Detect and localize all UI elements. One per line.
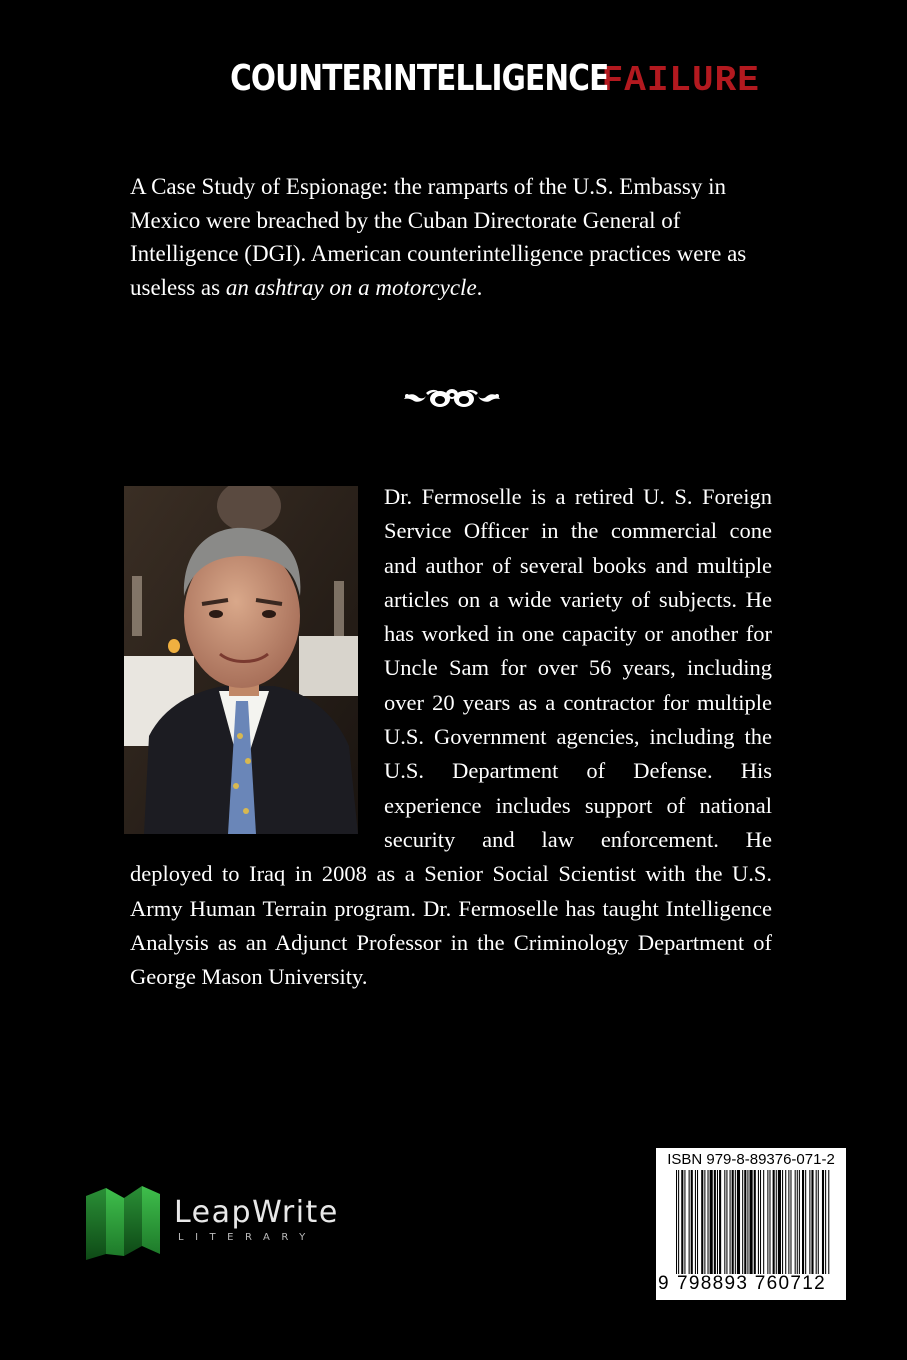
blurb-text: A Case Study of Espionage: the ramparts of the U.S. Embassy in Mexico were breached by the Cuban Directorate General of Intelligence (DGI). American counterintelligence practices were as useless as <box>130 174 747 300</box>
publisher-name: LeapWrite <box>174 1195 339 1230</box>
barcode-bars <box>676 1170 830 1274</box>
bio-text: Dr. Fermoselle is a retired U. S. Foreign Service Officer in the commercial cone and author of several books and multiple articles on a wide variety of subjects. He has worked in one capacity or another for Uncle Sam for over 56 years, including over 20 years as a contractor for multiple U.S. Government agencies, including the U.S. Department of Defense. His experience includes support of national security and law enforcement. He deployed to Iraq in 2008 as a Senior Social Scientist with the U.S. Army Human Terrain program. Dr. Fermoselle has taught Intelligence Analysis as an Adjunct Professor in the Criminology Department of George Mason University. <box>130 484 772 990</box>
barcode-digits <box>658 1272 844 1296</box>
isbn-barcode <box>656 1148 846 1300</box>
author-photo <box>124 486 358 834</box>
barcode-digits-rest: 798893 760712 <box>677 1273 826 1294</box>
book-title <box>0 56 907 103</box>
leapwrite-book-icon <box>84 1182 162 1260</box>
blurb-end: . <box>476 274 483 300</box>
ornament-divider-icon <box>402 385 502 411</box>
title-word-failure: FAILURE <box>601 60 760 101</box>
barcode-first-digit: 9 <box>658 1273 669 1294</box>
isbn-label: ISBN 979-8-89376-071-2 <box>667 1151 835 1168</box>
author-bio <box>130 480 772 994</box>
publisher-subtitle: LITERARY <box>178 1232 317 1243</box>
publisher-logo <box>84 1182 364 1262</box>
title-word-counterintelligence: COUNTERINTELLIGENCE <box>230 58 609 99</box>
book-blurb <box>130 170 774 304</box>
blurb-italic-phrase: an ashtray on a motorcycle <box>225 274 477 300</box>
